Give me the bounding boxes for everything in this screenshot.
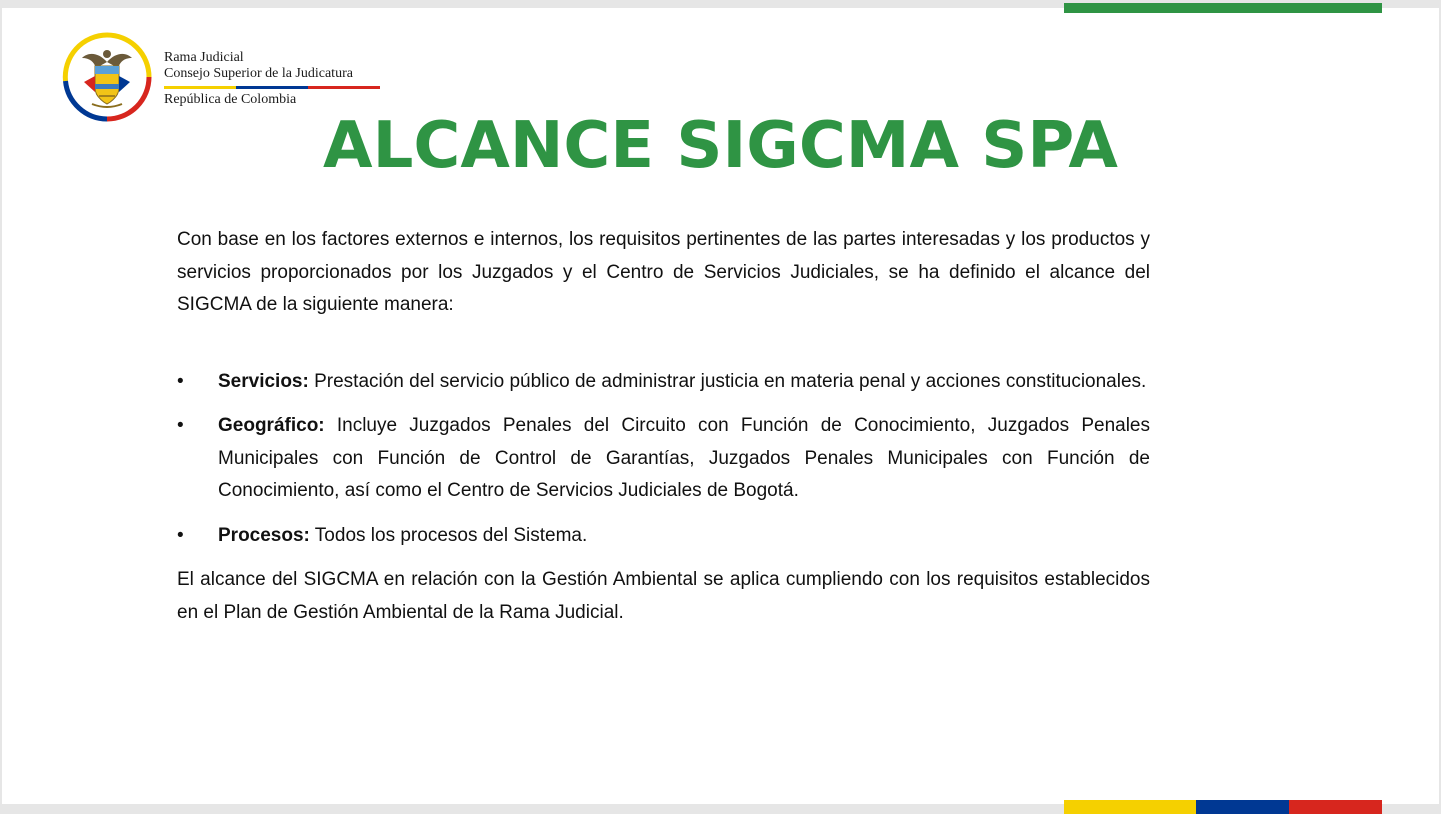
bullet: • <box>177 370 184 392</box>
org-name <box>164 50 353 82</box>
org-line-2: Consejo Superior de la Judicatura <box>164 66 353 81</box>
tricolor-rule <box>164 86 380 89</box>
bullet: • <box>177 524 184 546</box>
page-title: ALCANCE SIGCMA SPA <box>323 109 1118 183</box>
bullet: • <box>177 415 184 436</box>
closing-paragraph: El alcance del SIGCMA en relación con la Gestión Ambiental se aplica cumpliendo con los requisitos establecidos en el Plan de Gestión Ambiental de la Rama Judicial. <box>177 569 1150 623</box>
slide <box>2 8 1439 804</box>
list-item-geografico <box>177 410 1150 508</box>
list-item-servicios <box>177 366 1150 399</box>
item-label: Servicios: <box>218 370 309 392</box>
item-text: Todos los procesos del Sistema. <box>309 524 588 546</box>
org-country: República de Colombia <box>164 92 297 107</box>
list-item-procesos <box>177 520 1150 553</box>
org-line-1: Rama Judicial <box>164 50 244 65</box>
item-text: Incluye Juzgados Penales del Circuito con Función de Conocimiento, Juzgados Penales Municipales con Función de Control de Garantías, Juzgados Penales Municipales con Función de Conocimiento, así como el Centro de Servicios Judiciales de Bogotá. <box>218 415 1150 501</box>
content-body <box>177 224 1150 629</box>
scope-list <box>177 366 1150 553</box>
item-label: Geográfico: <box>218 415 325 436</box>
item-text: Prestación del servicio público de administrar justicia en materia penal y acciones constitucionales. <box>308 370 1147 392</box>
item-label: Procesos: <box>218 524 310 546</box>
top-green-stripe <box>1064 3 1382 13</box>
intro-paragraph: Con base en los factores externos e internos, los requisitos pertinentes de las partes interesadas y los productos y servicios proporcionados por los Juzgados y el Centro de Servicios Judiciales, se ha definido el alcance del SIGCMA de la siguiente manera: <box>177 229 1150 315</box>
